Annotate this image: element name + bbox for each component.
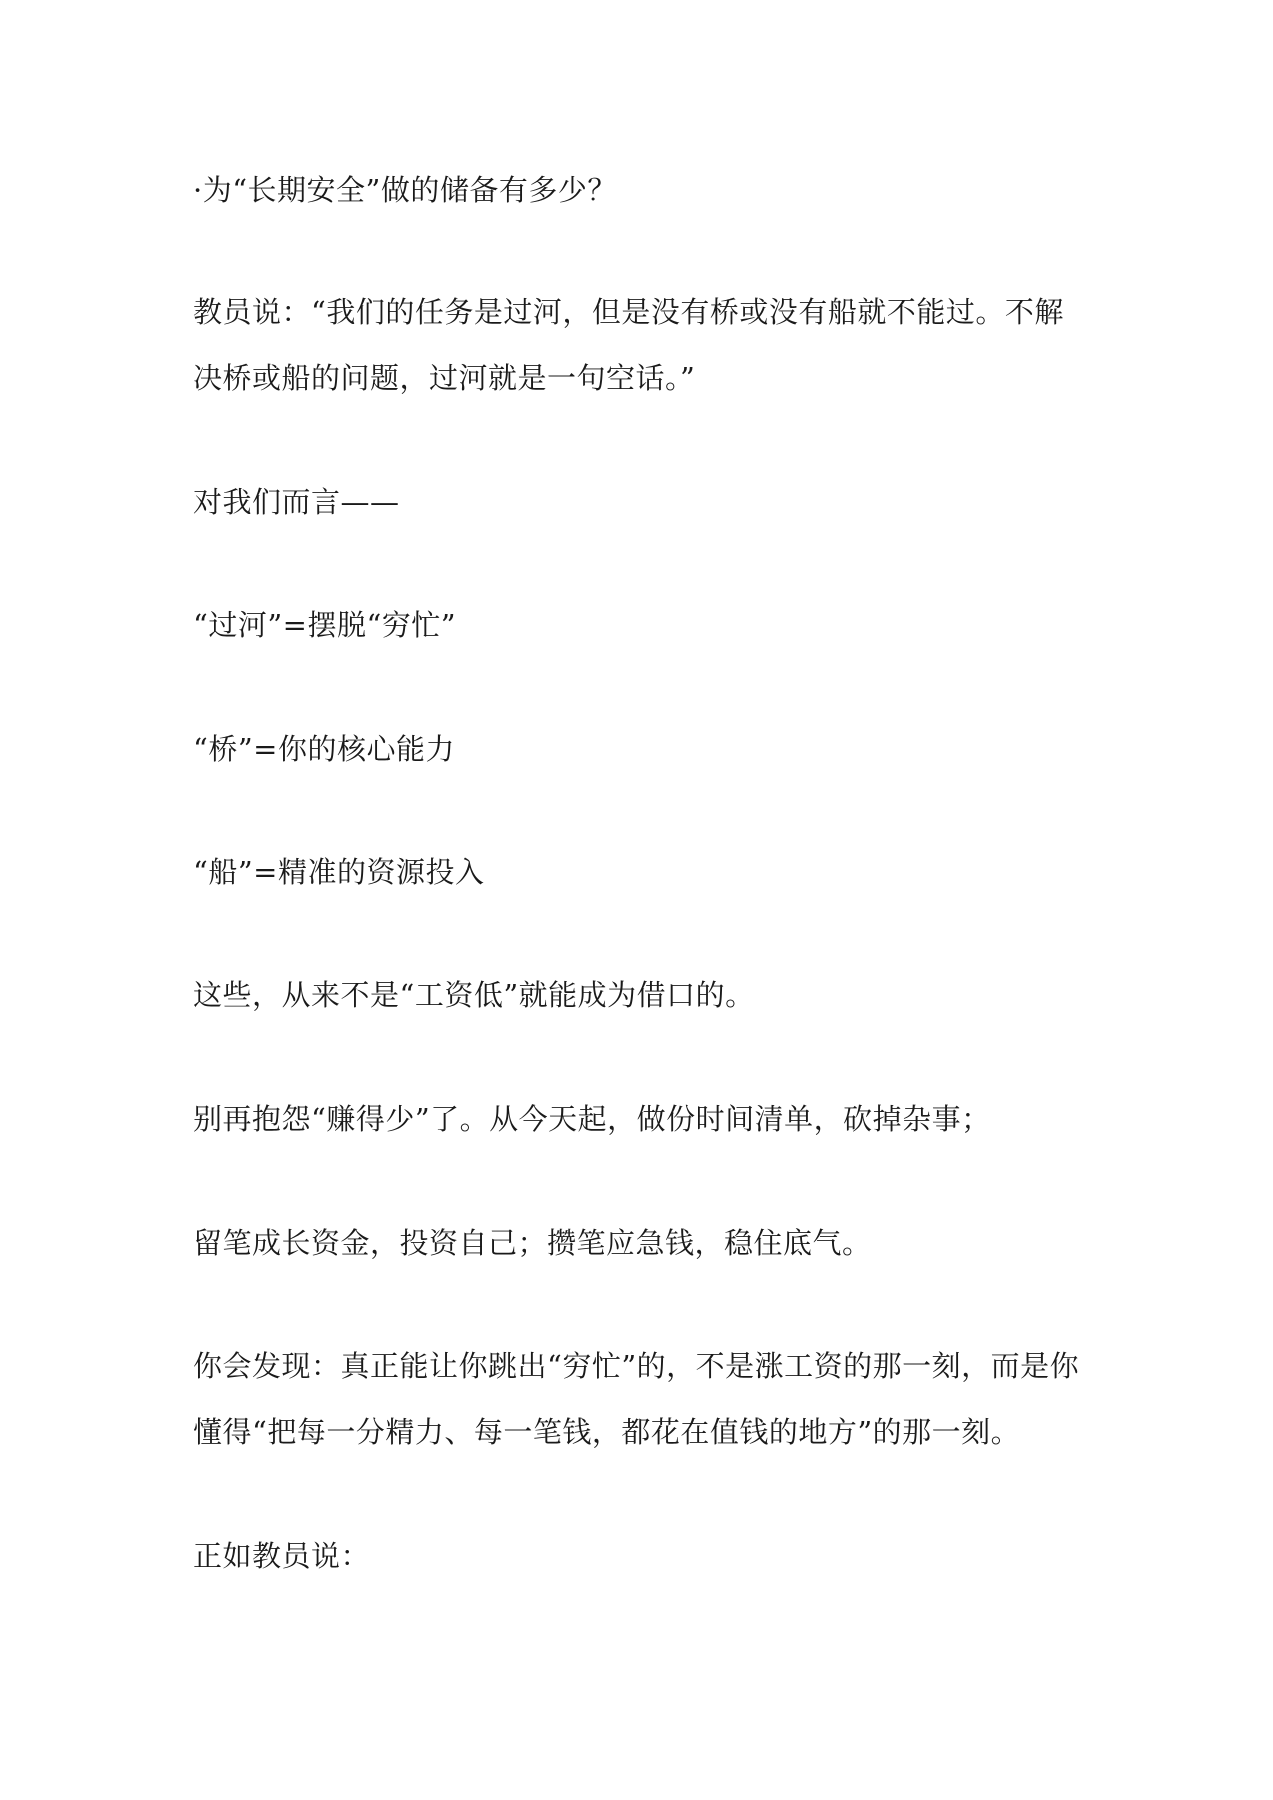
closing-line: 正如教员说： bbox=[193, 1539, 371, 1573]
action-line-2: 留笔成长资金，投资自己；攒笔应急钱，稳住底气。 bbox=[193, 1226, 872, 1260]
bullet-question-line: ·为“长期安全”做的储备有多少？ bbox=[193, 173, 617, 207]
analogy-river-line: “过河”=摆脱“穷忙” bbox=[193, 608, 457, 642]
quote-line-2: 决桥或船的问题，过河就是一句空话。” bbox=[193, 361, 696, 395]
quote-line-1: 教员说：“我们的任务是过河，但是没有桥或没有船就不能过。不解 bbox=[193, 295, 1064, 329]
analogy-boat-line: “船”=精准的资源投入 bbox=[193, 855, 485, 889]
discovery-line-1: 你会发现：真正能让你跳出“穷忙”的，不是涨工资的那一刻，而是你 bbox=[193, 1349, 1080, 1383]
discovery-line-2: 懂得“把每一分精力、每一笔钱，都花在值钱的地方”的那一刻。 bbox=[193, 1415, 1021, 1449]
analogy-bridge-line: “桥”=你的核心能力 bbox=[193, 732, 455, 766]
action-line-1: 别再抱怨“赚得少”了。从今天起，做份时间清单，砍掉杂事； bbox=[193, 1102, 991, 1136]
transition-line: 对我们而言—— bbox=[193, 485, 400, 519]
no-excuse-line: 这些，从来不是“工资低”就能成为借口的。 bbox=[193, 978, 755, 1012]
